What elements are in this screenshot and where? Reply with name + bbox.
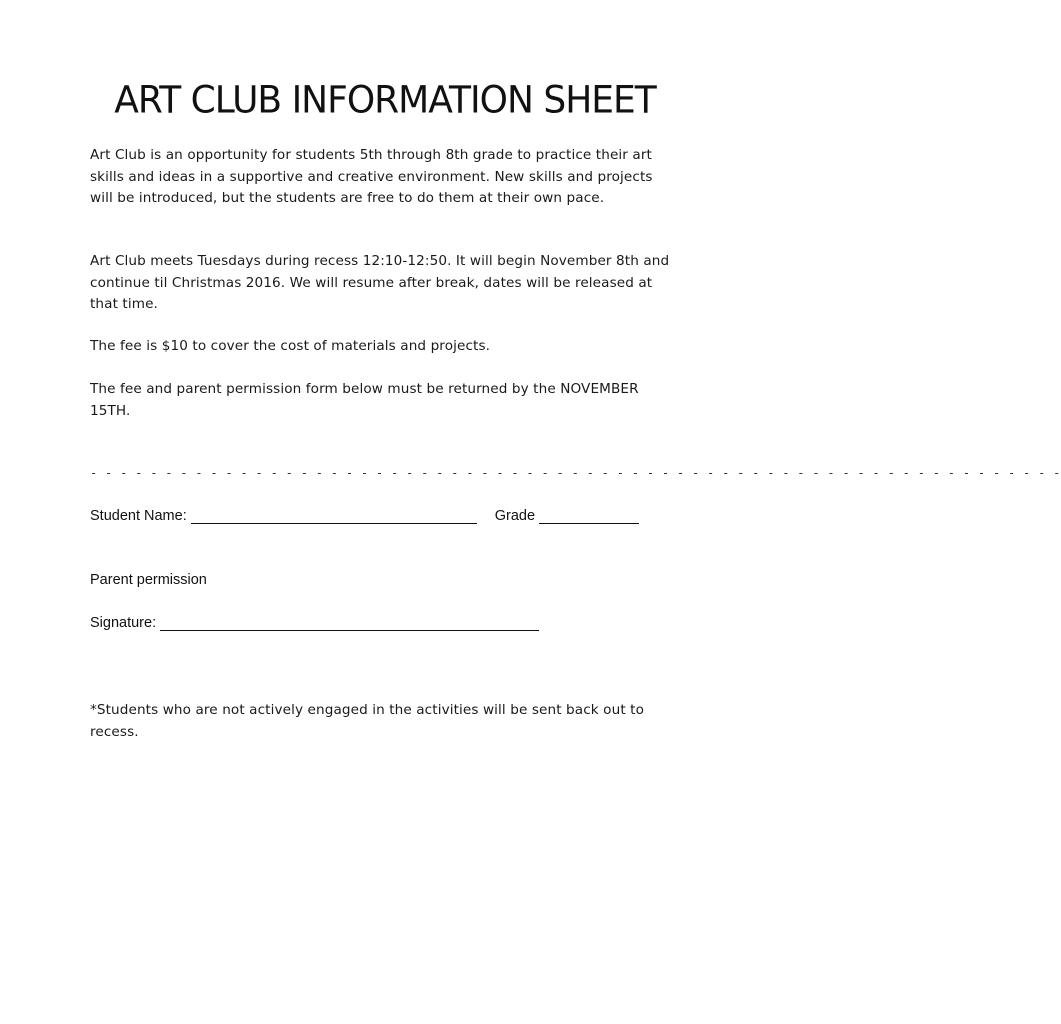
parent-permission-row (90, 572, 207, 588)
parent-permission-label: Parent permission (90, 572, 207, 588)
fee-paragraph: The fee is $10 to cover the cost of materials and projects. (90, 338, 491, 354)
signature-field[interactable] (160, 616, 539, 631)
signature-row (90, 615, 539, 631)
cut-line-divider: - - - - - - - - - - - - - - - - - - - - - - - - - - - - - - - - - - - - - - - - - - - - - - - - - - - - - - - - - - - - - - - - - (90, 466, 1061, 480)
student-name-label: Student Name: (90, 508, 187, 524)
grade-label: Grade (494, 508, 536, 524)
intro-paragraph: Art Club is an opportunity for students 5th through 8th grade to practice their art skills and ideas in a supportive and creative environment. New skills and projects will be introduced, but the students are free to do them at their own pace. (90, 147, 653, 206)
student-row (90, 508, 639, 524)
schedule-paragraph: Art Club meets Tuesdays during recess 12:10-12:50. It will begin November 8th and continue til Christmas 2016. We will resume after break, dates will be released at that time. (90, 253, 670, 312)
grade-field[interactable] (539, 509, 639, 524)
footnote: *Students who are not actively engaged in the activities will be sent back out to recess. (90, 702, 645, 740)
student-name-field[interactable] (191, 509, 477, 524)
page-title: ART CLUB INFORMATION SHEET (114, 78, 656, 123)
deadline-paragraph: The fee and parent permission form below must be returned by the NOVEMBER 15TH. (90, 381, 639, 419)
signature-label: Signature: (90, 615, 157, 631)
